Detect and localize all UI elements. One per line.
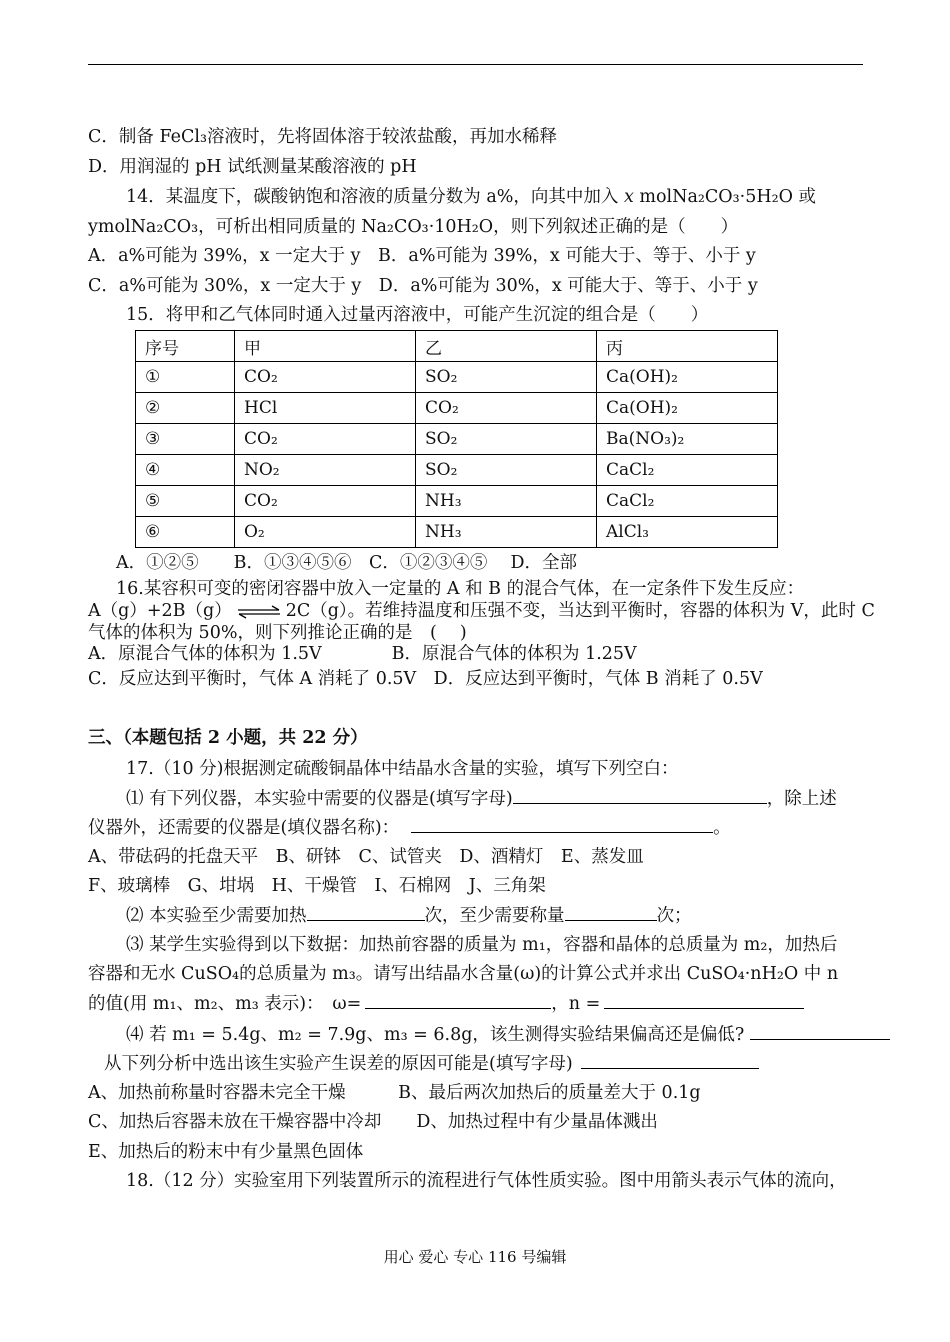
table-row xyxy=(136,517,778,548)
answer-blank-heat-count[interactable] xyxy=(307,904,425,921)
q14-stem-post: molNa₂CO₃·5H₂O 或 xyxy=(633,187,817,207)
table-row xyxy=(136,424,778,455)
table-cell: Ca(OH)₂ xyxy=(597,362,778,393)
table-cell: ⑥ xyxy=(136,517,235,548)
q17-part3-mid: ，n = xyxy=(551,994,601,1014)
answer-blank-n[interactable] xyxy=(604,992,804,1009)
table-cell: SO₂ xyxy=(416,424,597,455)
table-cell: CaCl₂ xyxy=(597,455,778,486)
table-cell: CO₂ xyxy=(235,362,416,393)
q17-part2-prompt: ⑵ 本实验至少需要加热 xyxy=(126,906,307,926)
table-row xyxy=(136,486,778,517)
q17-error-list2: C、加热后容器未放在干燥容器中冷却 D、加热过程中有少量晶体溅出 xyxy=(88,1112,658,1132)
answer-blank-weigh-count[interactable] xyxy=(565,904,657,921)
table-cell: AlCl₃ xyxy=(597,517,778,548)
q13-option-d: D．用润湿的 pH 试纸测量某酸溶液的 pH xyxy=(88,157,417,177)
table-cell: NO₂ xyxy=(235,455,416,486)
q17-part1-line1 xyxy=(126,787,837,810)
table-cell: ⑤ xyxy=(136,486,235,517)
table-header-cell: 乙 xyxy=(416,331,597,362)
section-three-heading: 三、（本题包括 2 小题，共 22 分） xyxy=(88,728,368,748)
table-cell: HCl xyxy=(235,393,416,424)
q17-part1-prompt2: 仪器外，还需要的仪器是(填仪器名称)： xyxy=(88,818,400,838)
table-cell: CO₂ xyxy=(235,486,416,517)
q18-stem: 18.（12 分）实验室用下列装置所示的流程进行气体性质实验。图中用箭头表示气体的流向， xyxy=(126,1171,847,1191)
table-cell: NH₃ xyxy=(416,517,597,548)
q17-part2 xyxy=(126,904,692,927)
answer-blank-other-instruments[interactable] xyxy=(411,816,713,833)
q17-part2-mid: 次，至少需要称量 xyxy=(424,906,565,926)
table-row xyxy=(136,362,778,393)
answer-blank-instruments[interactable] xyxy=(513,787,767,804)
q17-instrument-list2: F、玻璃棒 G、坩埚 H、干燥管 I、石棉网 J、三角架 xyxy=(88,876,546,896)
table-cell: CO₂ xyxy=(235,424,416,455)
q17-part3-line3 xyxy=(88,992,804,1015)
q17-stem: 17.（10 分)根据测定硫酸铜晶体中结晶水含量的实验，填写下列空白： xyxy=(126,759,679,779)
answer-blank-omega[interactable] xyxy=(365,992,551,1009)
q17-part3-prompt: 的值(用 m₁、m₂、m₃ 表示)： ω= xyxy=(88,994,362,1014)
table-row xyxy=(136,455,778,486)
q15-stem: 15．将甲和乙气体同时通入过量丙溶液中，可能产生沉淀的组合是（ ） xyxy=(126,305,709,325)
header-rule xyxy=(88,64,863,65)
q14-stem-line1 xyxy=(126,186,816,208)
q16-stem-line2 xyxy=(88,600,875,622)
q14-options-cd: C．a%可能为 30%，x 一定大于 y D．a%可能为 30%，x 可能大于、等于、小于 y xyxy=(88,276,758,296)
q17-part1-suffix: ，除上述 xyxy=(766,789,837,809)
q15-gas-table xyxy=(135,330,778,548)
table-header-cell: 丙 xyxy=(597,331,778,362)
q14-options-ab: A．a%可能为 39%，x 一定大于 y B．a%可能为 39%，x 可能大于、等于、小于 y xyxy=(88,246,756,266)
q16-options-cd: C．反应达到平衡时，气体 A 消耗了 0.5V D．反应达到平衡时，气体 B 消耗了 0.5V xyxy=(88,669,763,689)
table-header-row xyxy=(136,331,778,362)
q17-error-list1: A、加热前称量时容器未完全干燥 B、最后两次加热后的质量差大于 0.1g xyxy=(88,1083,701,1103)
q17-part1-period: 。 xyxy=(713,818,731,838)
table-cell: CO₂ xyxy=(416,393,597,424)
table-cell: ② xyxy=(136,393,235,424)
q17-part1-prompt: ⑴ 有下列仪器，本实验中需要的仪器是(填写字母) xyxy=(126,789,513,809)
table-cell: ③ xyxy=(136,424,235,455)
table-cell: SO₂ xyxy=(416,455,597,486)
table-cell: ④ xyxy=(136,455,235,486)
q17-part3-line2: 容器和无水 CuSO₄的总质量为 m₃。请写出结晶水含量(ω)的计算公式并求出 CuSO₄·nH₂O 中 n xyxy=(88,964,839,984)
q17-part2-suffix: 次； xyxy=(656,906,692,926)
q16-stem-line1: 16.某容积可变的密闭容器中放入一定量的 A 和 B 的混合气体，在一定条件下发生反应： xyxy=(116,579,805,599)
q16-stem-line3: 气体的体积为 50%，则下列推论正确的是 ( ) xyxy=(88,623,467,643)
table-cell: ① xyxy=(136,362,235,393)
table-cell: CaCl₂ xyxy=(597,486,778,517)
q15-options: A．①②⑤ B．①③④⑤⑥ C．①②③④⑤ D．全部 xyxy=(116,553,577,573)
q17-part3-line1: ⑶ 某学生实验得到以下数据：加热前容器的质量为 m₁，容器和晶体的总质量为 m₂，加热后 xyxy=(126,935,838,955)
table-header-cell: 序号 xyxy=(136,331,235,362)
q17-part4-line1 xyxy=(126,1023,890,1046)
q17-part4-prompt2: 从下列分析中选出该生实验产生误差的原因可能是(填写字母) xyxy=(104,1054,573,1074)
table-cell: Ba(NO₃)₂ xyxy=(597,424,778,455)
q17-part4-line2 xyxy=(104,1052,759,1075)
q16-products: 2C（g）。若维持温度和压强不变，当达到平衡时，容器的体积为 V，此时 C xyxy=(285,601,875,621)
q16-reactants: A（g）+2B（g） xyxy=(88,601,232,621)
table-header-cell: 甲 xyxy=(235,331,416,362)
table-row xyxy=(136,393,778,424)
table-cell: Ca(OH)₂ xyxy=(597,393,778,424)
q17-instrument-list1: A、带砝码的托盘天平 B、研钵 C、试管夹 D、酒精灯 E、蒸发皿 xyxy=(88,847,644,867)
table-cell: SO₂ xyxy=(416,362,597,393)
table-cell: O₂ xyxy=(235,517,416,548)
q13-option-c: C．制备 FeCl₃溶液时，先将固体溶于较浓盐酸，再加水稀释 xyxy=(88,127,557,147)
q17-part4-prompt: ⑷ 若 m₁ = 5.4g、m₂ = 7.9g、m₃ = 6.8g，该生测得实验结果偏高还是偏低? xyxy=(126,1025,745,1045)
q17-part1-line2 xyxy=(88,816,731,839)
table-cell: NH₃ xyxy=(416,486,597,517)
q14-stem-line2: ymolNa₂CO₃，可析出相同质量的 Na₂CO₃·10H₂O，则下列叙述正确的是（ ） xyxy=(88,217,739,237)
q17-error-list3: E、加热后的粉末中有少量黑色固体 xyxy=(88,1142,364,1162)
answer-blank-error-cause[interactable] xyxy=(581,1052,759,1069)
q14-stem-pre: 14．某温度下，碳酸钠饱和溶液的质量分数为 a%，向其中加入 xyxy=(126,187,624,207)
equilibrium-arrow-icon xyxy=(236,605,282,619)
q14-var-x: x xyxy=(623,187,634,207)
q16-options-ab: A．原混合气体的体积为 1.5V B．原混合气体的体积为 1.25V xyxy=(88,644,637,664)
answer-blank-high-low[interactable] xyxy=(750,1023,890,1040)
page-footer: 用心 爱心 专心 116 号编辑 xyxy=(383,1248,567,1266)
